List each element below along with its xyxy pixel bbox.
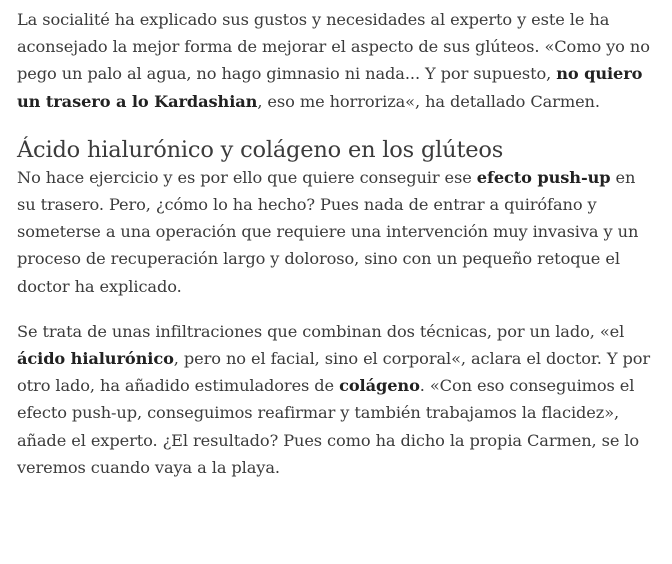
paragraph-text: No hace ejercicio y es por ello que quiere conseguir ese — [17, 167, 477, 187]
paragraph-treatment — [17, 318, 656, 481]
bold-term: ácido hialurónico — [17, 349, 174, 369]
bold-term: colágeno — [339, 376, 420, 396]
paragraph-text: , pero no el facial, sino el corporal«, aclara el doctor. Y por otro lado, ha añadido estimuladores de — [17, 349, 651, 396]
paragraph-text: en su trasero. Pero, ¿cómo lo ha hecho? Pues nada de entrar a quirófano y someterse a una operación que requiere una intervención muy invasiva y un proceso de recuperación largo y doloroso, sino con un pequeño retoque el doctor ha explicado. — [17, 167, 639, 296]
bold-term: efecto push-up — [476, 167, 611, 187]
paragraph-text: Se trata de unas infiltraciones que combinan dos técnicas, por un lado, «el — [17, 321, 625, 341]
bold-quote: no quiero un trasero a lo Kardashian — [17, 64, 643, 111]
paragraph-push-up — [17, 164, 656, 300]
paragraph-text: , eso me horroriza«, ha detallado Carmen. — [257, 91, 600, 111]
section-heading: Ácido hialurónico y colágeno en los glúteos — [17, 136, 504, 163]
paragraph-text: La socialité ha explicado sus gustos y necesidades al experto y este le ha aconsejado la mejor forma de mejorar el aspecto de sus glúteos. «Como yo no pego un palo al agua, no hago gimnasio ni nada... Y por supuesto, — [17, 10, 650, 84]
paragraph-intro — [17, 0, 656, 115]
paragraph-text: . «Con eso conseguimos el efecto push-up, conseguimos reafirmar y también trabajamos la flacidez», añade el experto. ¿El resultado? Pues como ha dicho la propia Carmen, se lo veremos cuando vaya a la playa. — [17, 376, 640, 477]
